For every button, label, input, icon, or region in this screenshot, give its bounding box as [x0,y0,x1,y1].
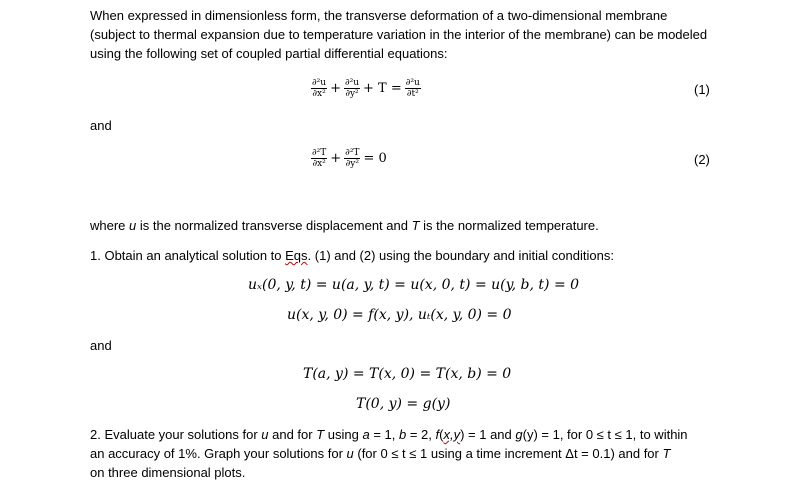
and-label-1: and [90,118,112,133]
item-2-text-c: using [324,427,363,442]
item-1-text-pre: 1. Obtain an analytical solution to [90,248,286,263]
where-var-u: u [129,218,137,233]
eq1-term-3-denominator: ∂t² [406,89,419,99]
eq2-term-2 [344,148,360,169]
where-text-1: where [90,218,130,233]
eq2-term-2-numerator: ∂²T [345,148,360,158]
equation-1 [310,78,422,99]
item-2-var-xy: x,y [443,427,461,442]
item-1 [90,246,614,265]
item-2-var-u-2: u [346,446,354,461]
item-2-var-T-2: T [662,446,671,461]
eq2-term-1-denominator: ∂x² [312,159,326,169]
where-text-3: is the normalized temperature. [419,218,599,233]
boundary-condition-4: T(0, y) = g(y) [356,396,451,412]
eq2-rhs: = 0 [363,151,387,166]
eq1-term-2-numerator: ∂²u [344,78,360,88]
item-2-text-d: = 1, [369,427,399,442]
item-2 [90,425,720,482]
intro-paragraph: When expressed in dimensionless form, the transverse deformation of a two-dimensional membrane (subject to thermal expansion due to temperature variation in the interior of the membrane) can be modeled using the following set of coupled partial differential equations: [90,8,708,61]
eq1-term-1-denominator: ∂x² [312,89,326,99]
item-2-line-2 [90,444,720,463]
where-sentence [90,216,599,235]
eq2-term-1-numerator: ∂²T [312,148,327,158]
item-2-line-1 [90,425,720,444]
eq1-plus: + [330,81,341,96]
boundary-condition-1: uₓ(0, y, t) = u(a, y, t) = u(x, 0, t) = u(y, b, t) = 0 [248,277,580,293]
eq2-term-2-denominator: ∂y² [345,159,359,169]
eq1-term-2-denominator: ∂y² [345,89,359,99]
eq1-term-2 [344,78,360,99]
eq1-term-3 [405,78,421,99]
item-2-text-a: 2. Evaluate your solutions for [90,427,262,442]
item-2-var-f: f [435,427,440,442]
eq1-term-1 [311,78,327,99]
eq2-plus: + [330,151,342,166]
item-2-text-l2a: an accuracy of 1%. Graph your solutions for [90,446,347,461]
item-2-var-a: a [362,427,370,442]
equation-1-number: (1) [694,82,710,97]
item-1-text-post: . (1) and (2) using the boundary and initial conditions: [307,248,614,263]
item-2-text-b: and for [268,427,317,442]
item-2-var-u: u [261,427,269,442]
item-2-line-3: on three dimensional plots. [90,465,246,480]
item-2-var-b: b [398,427,407,442]
equation-2 [310,148,389,169]
eq1-term-1-numerator: ∂²u [312,78,327,88]
item-1-eqs-misspelled: Eqs [285,248,308,263]
item-2-var-g: g [515,427,523,442]
boundary-condition-2: u(x, y, 0) = f(x, y), uₜ(x, y, 0) = 0 [287,307,512,323]
eq2-term-1 [311,148,327,169]
item-2-text-e: = 2, [406,427,436,442]
item-2-text-g: ) = 1 and [460,427,516,442]
where-text-2: is the normalized transverse displacement and [136,218,412,233]
item-2-text-l2b: (for 0 ≤ t ≤ 1 using a time increment Δt = 0.1) and for [353,446,663,461]
where-var-T: T [411,218,420,233]
boundary-condition-3: T(a, y) = T(x, 0) = T(x, b) = 0 [303,366,512,382]
equation-2-number: (2) [694,152,710,167]
item-2-var-T: T [316,427,325,442]
eq1-middle: + T = [363,81,402,96]
eq1-term-3-numerator: ∂²u [405,78,420,88]
item-2-text-h: (y) = 1, for 0 ≤ t ≤ 1, to within [522,427,688,442]
and-label-2: and [90,338,112,353]
item-2-text-f: ( [439,427,444,442]
